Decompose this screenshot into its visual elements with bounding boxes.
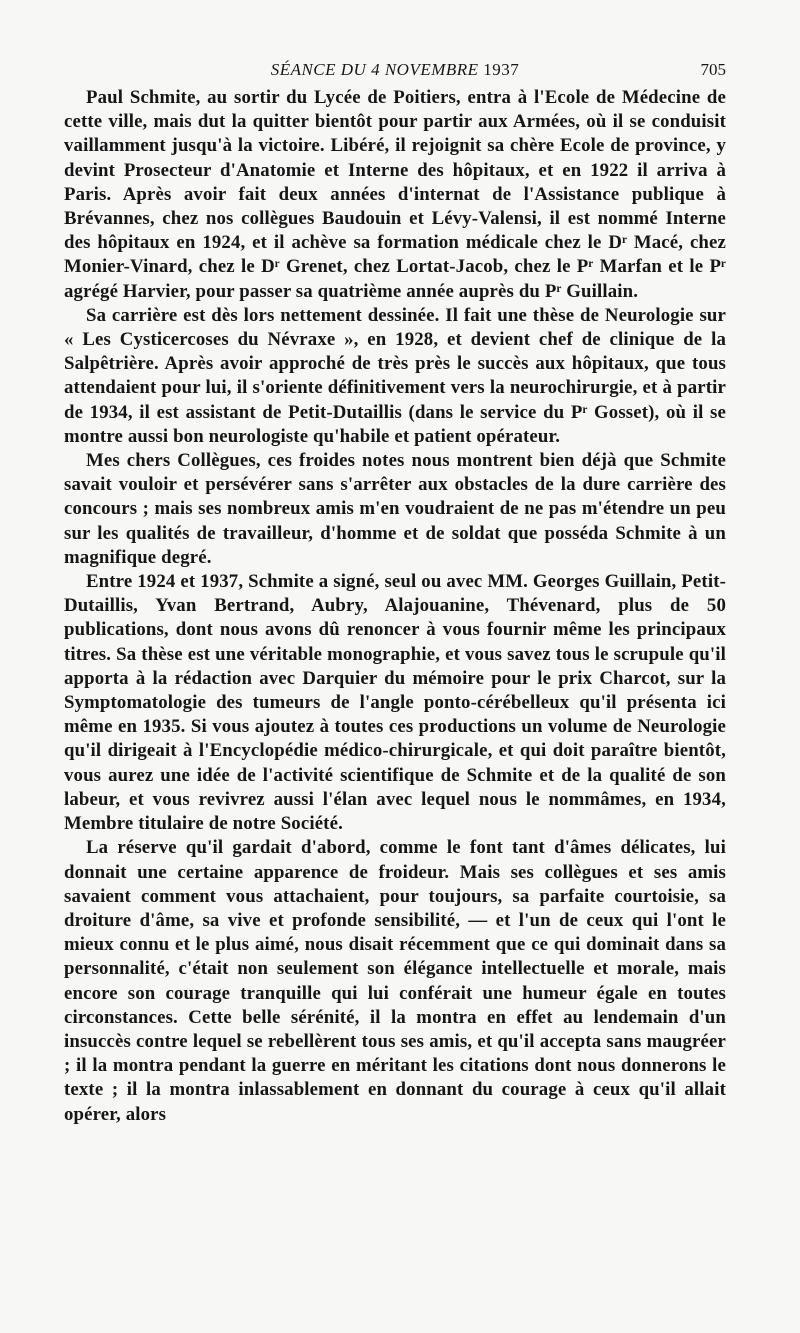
paragraph: Entre 1924 et 1937, Schmite a signé, seul ou avec MM. Georges Guillain, Petit-Dutaillis, Yvan Bertrand, Aubry, Alajouanine, Thévenard, plus de 50 publications, dont nous avons dû renoncer à vous fournir même les principaux titres. Sa thèse est une véritable monographie, et vous savez tous le scrupule qu'il apporta à la rédaction avec Darquier du mémoire pour le prix Charcot, sur la Symptomatologie des tumeurs de l'angle ponto-cérébelleux qu'il présenta ici même en 1935. Si vous ajoutez à toutes ces productions un volume de Neurologie qu'il dirigeait à l'Encyclopédie médico-chirurgicale, et qui doit paraître bientôt, vous aurez une idée de l'activité scientifique de Schmite et de la qualité de son labeur, et vous revivrez aussi l'élan avec lequel nous le nommâmes, en 1934, Membre titulaire de notre Société. bbox=[64, 571, 726, 835]
running-head bbox=[64, 58, 726, 82]
page-number: 705 bbox=[700, 60, 726, 79]
paragraph: La réserve qu'il gardait d'abord, comme le font tant d'âmes délicates, lui donnait une certaine apparence de froideur. Mais ses collègues et ses amis savaient comment vous attachaient, pour toujours, sa parfaite courtoisie, sa droiture d'âme, sa vive et profonde sensibilité, — et l'un de ceux qui l'ont le mieux connu et le plus aimé, nous disait récemment que ce qui dominait dans sa personnalité, c'était non seulement son élégance intellectuelle et morale, mais encore son courage tranquille qui lui conférait une humeur égale en toutes circonstances. Cette belle sérénité, il la montra en effet au lendemain d'un insuccès contre lequel se rebellèrent tous ses amis, et qu'il accepta sans maugréer ; il la montra pendant la guerre en méritant les citations dont nous donnerons le texte ; il la montra inlassablement en donnant du courage à ceux qu'il allait opérer, alors bbox=[64, 837, 726, 1125]
paragraph: Paul Schmite, au sortir du Lycée de Poitiers, entra à l'Ecole de Médecine de cette ville, mais dut la quitter bientôt pour partir aux Armées, où il se conduisit vaillamment jusqu'à la victoire. Libéré, il rejoignit sa chère Ecole de province, y devint Prosecteur d'Anatomie et Interne des hôpitaux, et en 1922 il arriva à Paris. Après avoir fait deux années d'internat de l'Assistance publique à Brévannes, chez nos collègues Baudouin et Lévy-Valensi, il est nommé Interne des hôpitaux en 1924, et il achève sa formation médicale chez le Dʳ Macé, chez Monier-Vinard, chez le Dʳ Grenet, chez Lortat-Jacob, chez le Pʳ Marfan et le Pʳ agrégé Harvier, pour passer sa quatrième année auprès du Pʳ Guillain. bbox=[64, 87, 726, 302]
paragraph: Sa carrière est dès lors nettement dessinée. Il fait une thèse de Neurologie sur « Les Cysticercoses du Névraxe », en 1928, et devient chef de clinique de la Salpêtrière. Après avoir approché de très près le succès aux hôpitaux, que tous attendaient pour lui, il s'oriente définitivement vers la neurochirurgie, et à partir de 1934, il est assistant de Petit-Dutaillis (dans le service du Pʳ Gosset), où il se montre aussi bon neurologiste qu'habile et patient opérateur. bbox=[64, 304, 726, 447]
running-title bbox=[64, 58, 726, 82]
body-text bbox=[64, 86, 726, 1127]
paragraph: Mes chers Collègues, ces froides notes nous montrent bien déjà que Schmite savait vouloir et persévérer sans s'arrêter aux obstacles de la dure carrière des concours ; mais ses nombreux amis m'en voudraient de ne pas m'étendre un peu sur les qualités de travailleur, d'homme et de soldat que posséda Schmite à un magnifique degré. bbox=[64, 450, 726, 568]
running-title-text: SÉANCE DU 4 NOVEMBRE bbox=[270, 60, 479, 79]
running-title-year: 1937 bbox=[483, 60, 520, 79]
